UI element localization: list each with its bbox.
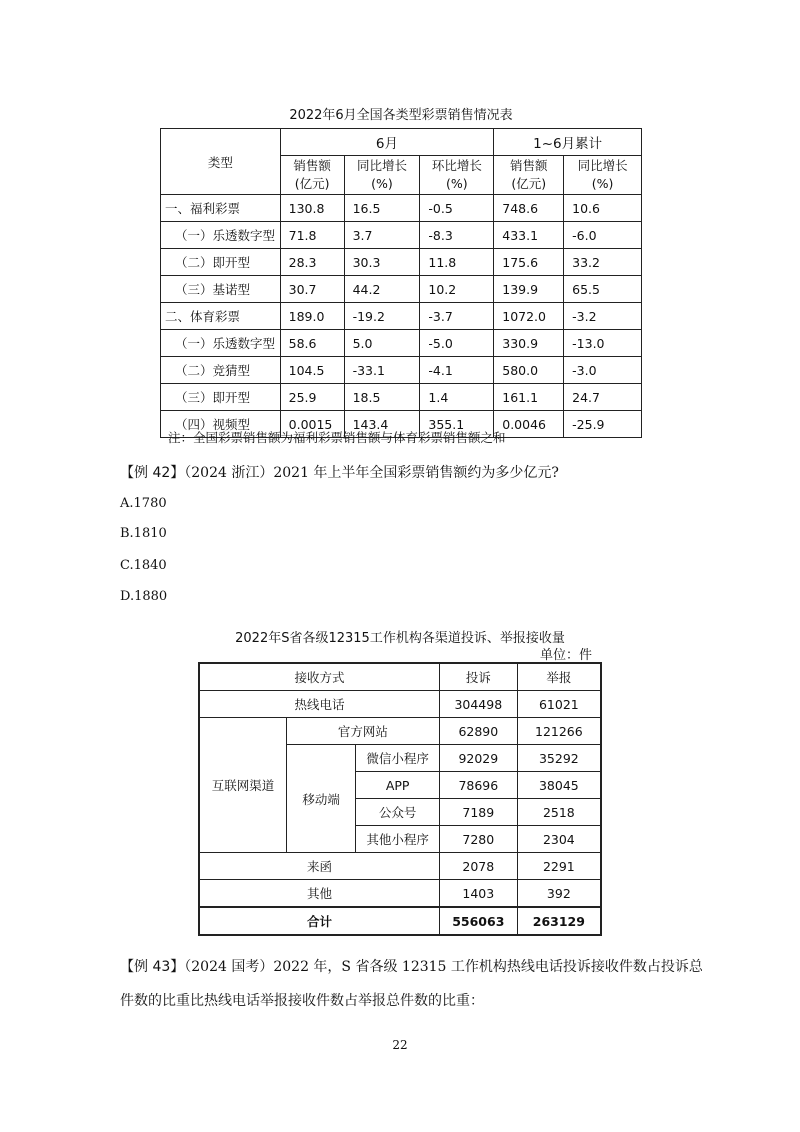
row-value: -13.0 xyxy=(564,330,642,357)
row-value: 1.4 xyxy=(420,384,494,411)
row-value: 1072.0 xyxy=(494,303,564,330)
mobile-item-complaint: 78696 xyxy=(439,772,517,799)
row-value: 433.1 xyxy=(494,222,564,249)
row-value: -3.7 xyxy=(420,303,494,330)
header-cumulative: 1~6月累计 xyxy=(494,129,642,156)
row-category: （一）乐透数字型 xyxy=(161,330,281,357)
row-value: 16.5 xyxy=(344,195,420,222)
complaint-channel-table xyxy=(198,662,602,936)
total-report: 263129 xyxy=(517,907,601,935)
mobile-item-complaint: 7280 xyxy=(439,826,517,853)
option-d: D.1880 xyxy=(120,589,168,604)
mobile-item-complaint: 92029 xyxy=(439,745,517,772)
row-value: -25.9 xyxy=(564,411,642,438)
question-43-line1 xyxy=(120,956,703,976)
row-website-label: 官方网站 xyxy=(286,718,439,745)
question-43-text: （2024 国考）2022 年，S 省各级 12315 工作机构热线电话投诉接收件数占投诉总 xyxy=(184,959,703,975)
header-type: 类型 xyxy=(161,129,281,195)
row-value: 33.2 xyxy=(564,249,642,276)
question-42-text: （2024 浙江）2021 年上半年全国彩票销售额约为多少亿元? xyxy=(184,465,559,481)
hotline-report: 61021 xyxy=(517,691,601,718)
header-report: 举报 xyxy=(517,663,601,691)
row-value: 580.0 xyxy=(494,357,564,384)
row-value: 65.5 xyxy=(564,276,642,303)
row-letter-label: 来函 xyxy=(199,853,439,880)
col-cum-sales: 销售额 (亿元) xyxy=(494,156,564,195)
question-43-line2: 件数的比重比热线电话举报接收件数占举报总件数的比重： xyxy=(120,993,484,1009)
row-value: 10.2 xyxy=(420,276,494,303)
question-43-prefix: 【例 43】 xyxy=(120,959,185,975)
total-complaint: 556063 xyxy=(439,907,517,935)
row-value: 30.7 xyxy=(280,276,344,303)
row-category: （二）即开型 xyxy=(161,249,281,276)
mobile-item-label: 微信小程序 xyxy=(356,745,440,772)
row-value: 44.2 xyxy=(344,276,420,303)
row-value: 130.8 xyxy=(280,195,344,222)
row-value: 11.8 xyxy=(420,249,494,276)
row-value: 28.3 xyxy=(280,249,344,276)
table1-note: 注：全国彩票销售额为福利彩票销售额与体育彩票销售额之和 xyxy=(168,430,506,445)
row-value: 139.9 xyxy=(494,276,564,303)
table-row xyxy=(161,222,642,249)
row-value: 104.5 xyxy=(280,357,344,384)
row-category: （一）乐透数字型 xyxy=(161,222,281,249)
table-row xyxy=(161,330,642,357)
hotline-complaint: 304498 xyxy=(439,691,517,718)
row-total-label: 合计 xyxy=(199,907,439,935)
row-value: 30.3 xyxy=(344,249,420,276)
row-value: -0.5 xyxy=(420,195,494,222)
row-value: 355.1 xyxy=(420,411,494,438)
table-row xyxy=(161,249,642,276)
row-value: 748.6 xyxy=(494,195,564,222)
row-value: 58.6 xyxy=(280,330,344,357)
row-value: -4.1 xyxy=(420,357,494,384)
table-row xyxy=(161,384,642,411)
mobile-item-report: 2304 xyxy=(517,826,601,853)
col-mom: 环比增长 (%) xyxy=(420,156,494,195)
col-sales: 销售额 (亿元) xyxy=(280,156,344,195)
mobile-item-label: 其他小程序 xyxy=(356,826,440,853)
row-value: -8.3 xyxy=(420,222,494,249)
lottery-sales-table xyxy=(160,128,642,438)
website-complaint: 62890 xyxy=(439,718,517,745)
row-value: -3.0 xyxy=(564,357,642,384)
row-value: 143.4 xyxy=(344,411,420,438)
row-value: -19.2 xyxy=(344,303,420,330)
table2-unit: 单位：件 xyxy=(540,648,593,663)
option-b: B.1810 xyxy=(120,526,167,541)
row-value: 5.0 xyxy=(344,330,420,357)
row-hotline-label: 热线电话 xyxy=(199,691,439,718)
row-category: （三）基诺型 xyxy=(161,276,281,303)
row-category: （三）即开型 xyxy=(161,384,281,411)
row-value: -33.1 xyxy=(344,357,420,384)
row-value: 71.8 xyxy=(280,222,344,249)
row-value: 10.6 xyxy=(564,195,642,222)
option-a: A.1780 xyxy=(120,496,167,511)
other-complaint: 1403 xyxy=(439,880,517,908)
row-category: 一、福利彩票 xyxy=(161,195,281,222)
mobile-item-report: 38045 xyxy=(517,772,601,799)
header-complaint: 投诉 xyxy=(439,663,517,691)
row-value: 0.0046 xyxy=(494,411,564,438)
mobile-item-label: 公众号 xyxy=(356,799,440,826)
question-42-prefix: 【例 42】 xyxy=(120,465,185,481)
option-c: C.1840 xyxy=(120,558,167,573)
other-report: 392 xyxy=(517,880,601,908)
row-value: 161.1 xyxy=(494,384,564,411)
row-internet-label: 互联网渠道 xyxy=(199,718,286,853)
row-value: 330.9 xyxy=(494,330,564,357)
letter-report: 2291 xyxy=(517,853,601,880)
mobile-item-label: APP xyxy=(356,772,440,799)
mobile-item-report: 35292 xyxy=(517,745,601,772)
question-42 xyxy=(120,462,559,482)
row-category: （二）竞猜型 xyxy=(161,357,281,384)
row-value: 18.5 xyxy=(344,384,420,411)
row-category: （四）视频型 xyxy=(161,411,281,438)
table1-title: 2022年6月全国各类型彩票销售情况表 xyxy=(289,108,513,123)
website-report: 121266 xyxy=(517,718,601,745)
row-mobile-label: 移动端 xyxy=(286,745,356,853)
row-value: 25.9 xyxy=(280,384,344,411)
page-number: 22 xyxy=(392,1038,408,1052)
table-row xyxy=(161,276,642,303)
table-row xyxy=(161,195,642,222)
table-row xyxy=(161,303,642,330)
row-value: -3.2 xyxy=(564,303,642,330)
header-june: 6月 xyxy=(280,129,494,156)
row-value: 0.0015 xyxy=(280,411,344,438)
row-other-label: 其他 xyxy=(199,880,439,908)
row-value: -6.0 xyxy=(564,222,642,249)
header-method: 接收方式 xyxy=(199,663,439,691)
letter-complaint: 2078 xyxy=(439,853,517,880)
row-value: -5.0 xyxy=(420,330,494,357)
row-value: 189.0 xyxy=(280,303,344,330)
row-category: 二、体育彩票 xyxy=(161,303,281,330)
table-row xyxy=(161,357,642,384)
table2-title: 2022年S省各级12315工作机构各渠道投诉、举报接收量 xyxy=(235,631,565,646)
row-value: 24.7 xyxy=(564,384,642,411)
row-value: 3.7 xyxy=(344,222,420,249)
col-cum-yoy: 同比增长 (%) xyxy=(564,156,642,195)
row-value: 175.6 xyxy=(494,249,564,276)
mobile-item-report: 2518 xyxy=(517,799,601,826)
mobile-item-complaint: 7189 xyxy=(439,799,517,826)
col-yoy: 同比增长 (%) xyxy=(344,156,420,195)
